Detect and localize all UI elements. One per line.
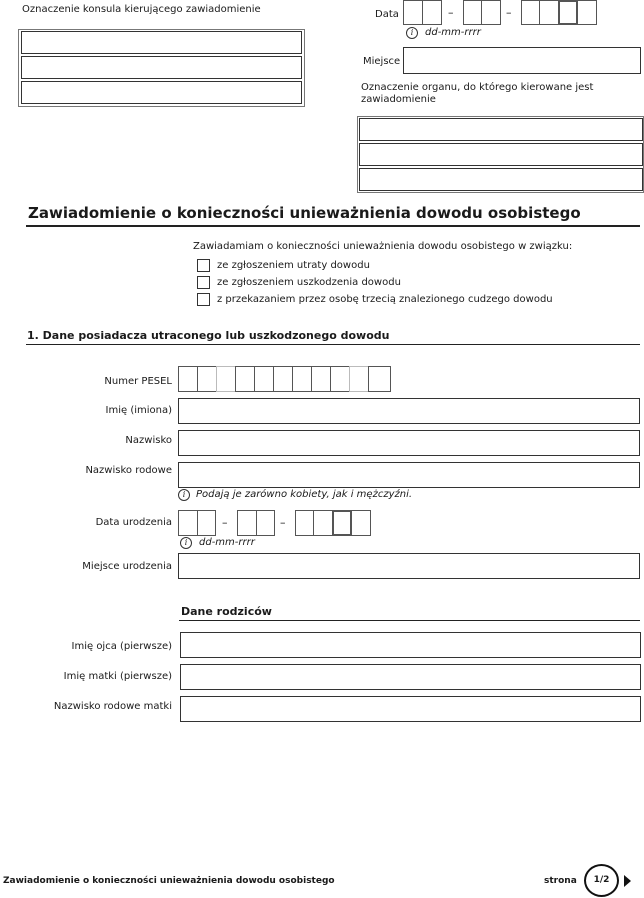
family-name-hint: Podają je zarówno kobiety, jak i mężczyźni. — [196, 489, 413, 500]
birth-date-separator-1: – — [222, 516, 228, 529]
birth-month-digit-1[interactable] — [237, 510, 257, 536]
date-year-digit-3[interactable] — [558, 0, 578, 25]
parents-rule — [179, 620, 640, 621]
pesel-digit-9[interactable] — [330, 366, 350, 392]
pesel-digit-5[interactable] — [254, 366, 274, 392]
pesel-digit-6[interactable] — [273, 366, 293, 392]
family-name-input[interactable] — [178, 462, 640, 488]
pesel-digit-11[interactable] — [368, 366, 391, 392]
consul-label: Oznaczenie konsula kierującego zawiadomienie — [22, 4, 261, 15]
parents-heading: Dane rodziców — [181, 605, 272, 618]
reason-loss-checkbox[interactable] — [197, 259, 210, 272]
birth-day-digit-2[interactable] — [197, 510, 216, 536]
footer-doc-title: Zawiadomienie o konieczności unieważnienia dowodu osobistego — [3, 876, 335, 886]
date-month-digit-1[interactable] — [463, 0, 482, 25]
title-rule — [26, 225, 640, 227]
next-page-arrow-icon[interactable] — [624, 875, 631, 887]
birth-date-label: Data urodzenia — [95, 517, 172, 528]
mother-family-name-input[interactable] — [180, 696, 641, 722]
reasons-intro: Zawiadamiam o konieczności unieważnienia dowodu osobistego w związku: — [193, 241, 573, 252]
mother-name-label: Imię matki (pierwsze) — [63, 671, 172, 682]
date-label: Data — [375, 9, 399, 20]
date-year-digit-1[interactable] — [521, 0, 540, 25]
consul-field-line-1[interactable] — [21, 31, 302, 54]
reason-loss-label: ze zgłoszeniem utraty dowodu — [217, 260, 370, 271]
reason-found-checkbox[interactable] — [197, 293, 210, 306]
info-icon: i — [180, 537, 192, 549]
page-title: Zawiadomienie o konieczności unieważnienia dowodu osobistego — [28, 204, 581, 222]
pesel-label: Numer PESEL — [104, 376, 172, 387]
date-day-digit-2[interactable] — [422, 0, 442, 25]
pesel-digit-4[interactable] — [235, 366, 255, 392]
date-separator-2: – — [506, 6, 512, 19]
consul-field-line-3[interactable] — [21, 81, 302, 104]
surname-input[interactable] — [178, 430, 640, 456]
info-icon: i — [178, 489, 190, 501]
birth-day-digit-1[interactable] — [178, 510, 198, 536]
first-name-input[interactable] — [178, 398, 640, 424]
organ-label: Oznaczenie organu, do którego kierowane jest zawiadomienie — [361, 82, 594, 105]
pesel-digit-7[interactable] — [292, 366, 312, 392]
section-1-rule — [26, 344, 640, 345]
pesel-digit-8[interactable] — [311, 366, 331, 392]
consul-field-line-2[interactable] — [21, 56, 302, 79]
birth-date-format-hint: dd-mm-rrrr — [199, 537, 255, 548]
father-name-label: Imię ojca (pierwsze) — [71, 641, 172, 652]
pesel-digit-10[interactable] — [349, 366, 369, 392]
first-name-label: Imię (imiona) — [105, 405, 172, 416]
birth-year-digit-3[interactable] — [332, 510, 352, 536]
reason-found-label: z przekazaniem przez osobę trzecią znalezionego cudzego dowodu — [217, 294, 553, 305]
section-1-heading: 1. Dane posiadacza utraconego lub uszkodzonego dowodu — [27, 329, 390, 342]
date-month-digit-2[interactable] — [481, 0, 501, 25]
pesel-digit-2[interactable] — [197, 366, 217, 392]
pesel-digit-3[interactable] — [216, 366, 236, 392]
birth-place-input[interactable] — [178, 553, 640, 579]
organ-field-line-1[interactable] — [359, 118, 643, 141]
organ-field-line-2[interactable] — [359, 143, 643, 166]
birth-year-digit-1[interactable] — [295, 510, 314, 536]
date-separator-1: – — [448, 6, 454, 19]
date-day-digit-1[interactable] — [403, 0, 423, 25]
birth-month-digit-2[interactable] — [256, 510, 275, 536]
date-year-digit-2[interactable] — [539, 0, 559, 25]
reason-damage-checkbox[interactable] — [197, 276, 210, 289]
pesel-digit-1[interactable] — [178, 366, 198, 392]
birth-year-digit-2[interactable] — [313, 510, 333, 536]
birth-place-label: Miejsce urodzenia — [82, 561, 172, 572]
surname-label: Nazwisko — [125, 435, 172, 446]
organ-field-line-3[interactable] — [359, 168, 643, 191]
father-name-input[interactable] — [180, 632, 641, 658]
reason-damage-label: ze zgłoszeniem uszkodzenia dowodu — [217, 277, 401, 288]
date-format-hint: dd-mm-rrrr — [425, 27, 481, 38]
mother-family-name-label: Nazwisko rodowe matki — [53, 701, 172, 712]
info-icon: i — [406, 27, 418, 39]
date-year-digit-4[interactable] — [577, 0, 597, 25]
footer-page-label: strona — [544, 876, 577, 886]
organ-field-group — [357, 116, 644, 193]
family-name-label: Nazwisko rodowe — [85, 465, 172, 476]
mother-name-input[interactable] — [180, 664, 641, 690]
place-input[interactable] — [403, 47, 641, 74]
birth-year-digit-4[interactable] — [351, 510, 371, 536]
birth-date-separator-2: – — [280, 516, 286, 529]
consul-field-group — [18, 29, 305, 107]
place-label: Miejsce — [363, 56, 401, 67]
page-number-badge: 1/2 — [584, 864, 619, 897]
